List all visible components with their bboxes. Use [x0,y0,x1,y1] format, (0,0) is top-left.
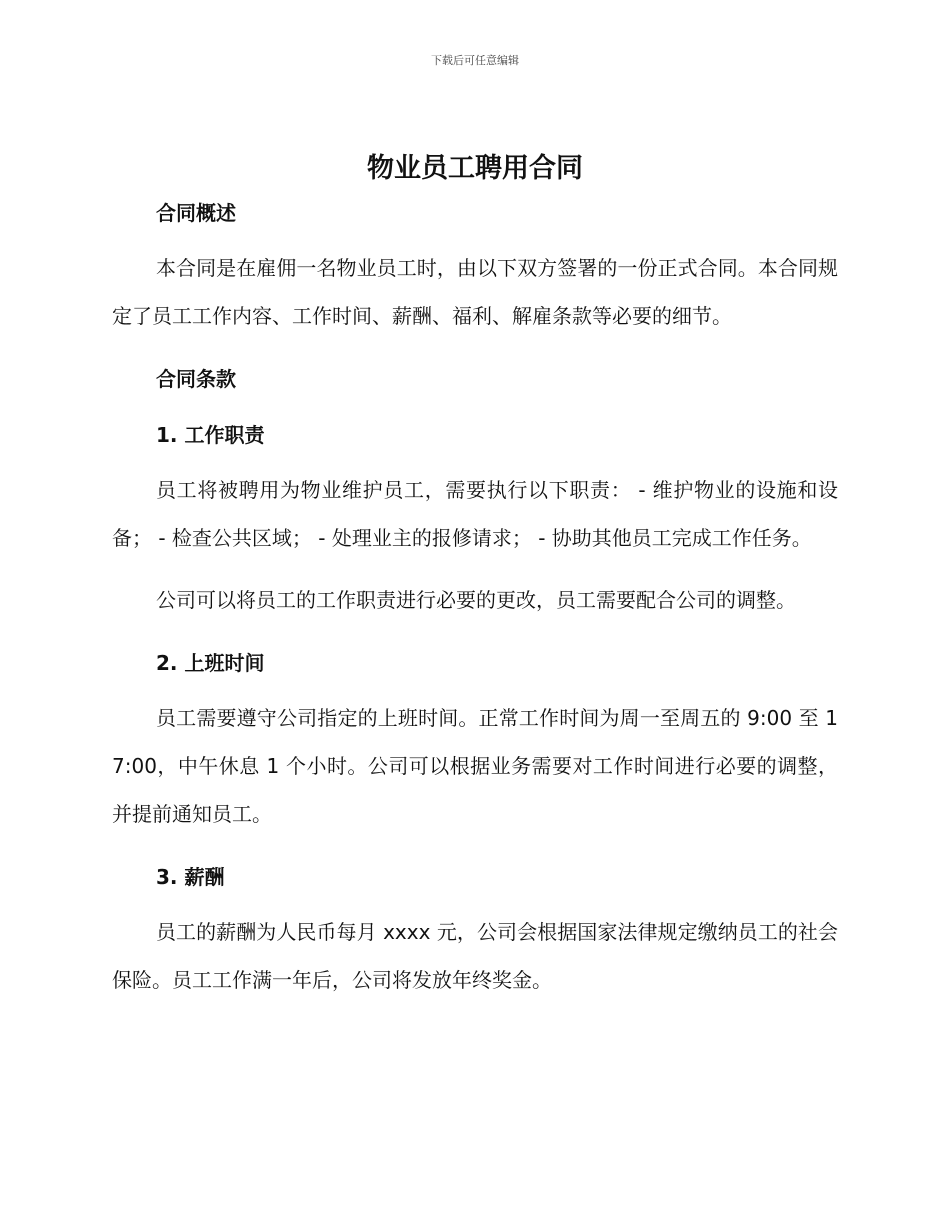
paragraph-duties-change: 公司可以将员工的工作职责进行必要的更改，员工需要配合公司的调整。 [156,588,796,612]
header-note: 下载后可任意编辑 [431,54,519,67]
paragraph-salary: 员工的薪酬为人民币每月 xxxx 元，公司会根据国家法律规定缴纳员工的社会保险。员工工作满一年后，公司将发放年终奖金。 [112,920,838,992]
section-heading-duties: 1. 工作职责 [156,423,265,447]
paragraph-overview: 本合同是在雇佣一名物业员工时，由以下双方签署的一份正式合同。本合同规定了员工工作内容、工作时间、薪酬、福利、解雇条款等必要的细节。 [112,256,838,328]
paragraph-hours: 员工需要遵守公司指定的上班时间。正常工作时间为周一至周五的 9:00 至 17:00，中午休息 1 个小时。公司可以根据业务需要对工作时间进行必要的调整，并提前通知员工。 [112,706,838,826]
document-title: 物业员工聘用合同 [367,153,583,184]
section-heading-overview: 合同概述 [156,201,236,225]
document-body [112,194,838,1004]
section-heading-salary: 3. 薪酬 [156,865,225,889]
section-heading-terms: 合同条款 [156,367,236,391]
paragraph-duties-list: 员工将被聘用为物业维护员工，需要执行以下职责： - 维护物业的设施和设备； - 检查公共区域； - 处理业主的报修请求； - 协助其他员工完成工作任务。 [112,478,838,550]
section-heading-hours: 2. 上班时间 [156,651,265,675]
